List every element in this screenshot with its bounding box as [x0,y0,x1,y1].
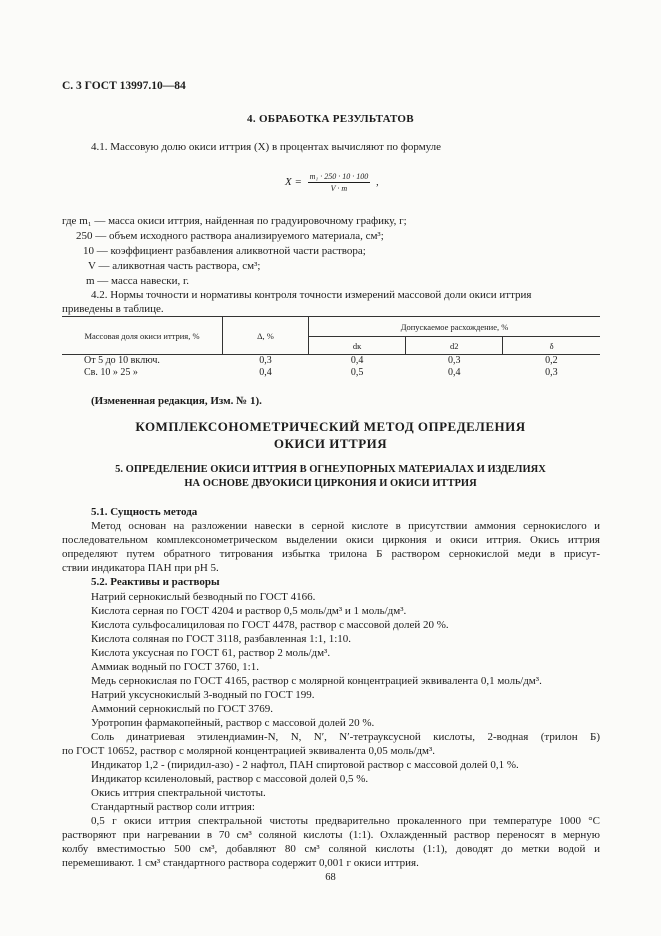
subsection-5-1-title: 5.1. Сущность метода [91,506,198,518]
table-row [62,367,600,379]
text-line: ствии индикатора ПАН при pH 5. [62,562,219,574]
table-header-mass: Массовая доля окиси иттрия, % [62,317,223,355]
formula-numerator: m₁ · 250 · 10 · 100 [309,172,369,181]
reagent-line: Натрий уксуснокислый 3-водный по ГОСТ 199. [91,689,315,701]
reagent-line: Окись иттрия спектральной чистоты. [91,787,266,799]
reagent-line: Индикатор ксиленоловый, раствор с массовой долей 0,5 %. [91,773,369,785]
reagent-line: Натрий сернокислый безводный по ГОСТ 4166. [91,591,316,603]
reagent-line: Уротропин фармакопейный, раствор с массовой долей 20 %. [91,717,375,729]
standard-line: колбу вместимостью 500 см³, добавляют 80 см³ соляной кислоты (1:1), доводят до метки водой и [62,843,600,855]
section-5-title-line: 5. ОПРЕДЕЛЕНИЕ ОКИСИ ИТТРИЯ В ОГНЕУПОРНЫХ МАТЕРИАЛАХ И ИЗДЕЛИЯХ [115,464,546,475]
formula [285,172,379,193]
text-line: Метод основан на разложении навески в серной кислоте в присутствии аммония сернокислого и [91,520,600,532]
subsection-5-2-title: 5.2. Реактивы и растворы [91,576,220,588]
text-line: последовательном комплексонометрическом выделении окиси циркония и окиси иттрия. Окись иттрия [62,534,600,546]
table-header-delta: Δ, % [223,317,309,355]
formula-lhs: X = [285,176,302,189]
where-line: 10 — коэффициент разбавления аликвотной части раствора; [83,245,366,257]
page-header: С. 3 ГОСТ 13997.10—84 [62,80,186,92]
table-row [62,355,600,367]
reagent-line: Медь сернокислая по ГОСТ 4165, раствор с молярной концентрацией эквивалента 0,1 моль/дм³. [91,675,542,687]
reagent-line: Аммоний сернокислый по ГОСТ 3769. [91,703,274,715]
where-line: 250 — объем исходного раствора анализируемого материала, см³; [76,230,384,242]
table-cell: 0,4 [350,355,364,367]
table-cell: 0,2 [545,355,558,367]
table-cell: От 5 до 10 включ. [84,355,160,367]
reagent-line: Кислота сульфосалициловая по ГОСТ 4478, раствор с массовой долей 20 %. [91,619,449,631]
standard-line: растворяют при нагревании в 70 см³ соляной кислоты (1:1). Охлажденный раствор переносят в мерную [62,829,600,841]
method-title [0,418,661,452]
table-cell: 0,3 [259,355,272,367]
trilon-line: Соль динатриевая этилендиамин-N, N, N′, N′-тетрауксусной кислоты, 2-водная (трилон Б) [91,731,600,743]
standard-line: перемешивают. 1 см³ стандартного раствора содержит 0,001 г окиси иттрия. [62,857,419,869]
formula-denominator: V · m [330,184,348,193]
formula-tail: , [375,176,379,189]
where-line: V — аликвотная часть раствора, см³; [88,260,261,272]
page-number: 68 [325,872,336,883]
table-subheader-d2: d2 [406,337,503,355]
where-line: где m₁ — масса окиси иттрия, найденная по градуировочному графику, г; [62,215,407,227]
table-cell: 0,3 [447,355,461,367]
table-header-allowed: Допускаемое расхождение, % [309,317,601,337]
reagent-line: Аммиак водный по ГОСТ 3760, 1:1. [91,661,259,673]
trilon-line: по ГОСТ 10652, раствор с молярной концентрацией эквивалента 0,05 моль/дм³. [62,745,436,757]
table-cell: 0,4 [447,367,461,378]
method-title-line: КОМПЛЕКСОНОМЕТРИЧЕСКИЙ МЕТОД ОПРЕДЕЛЕНИЯ [135,419,526,434]
paragraph-4-2-cont: приведены в таблице. [62,303,164,315]
table-cell: Св. 10 » 25 » [84,367,138,378]
standard-line: 0,5 г окиси иттрия спектральной чистоты предварительно прокаленного при температуре 1000 °С [91,815,600,827]
section-4-title: 4. ОБРАБОТКА РЕЗУЛЬТАТОВ [247,113,414,125]
reagent-line: Индикатор 1,2 - (пиридил-азо) - 2 нафтол, ПАН спиртовой раствор с массовой долей 0,1 %. [91,759,519,771]
section-5-title-line: НА ОСНОВЕ ДВУОКИСИ ЦИРКОНИЯ И ОКИСИ ИТТРИЯ [184,478,477,489]
table-cell: 0,4 [259,367,272,378]
section-5-title [0,463,661,491]
amendment-note: (Измененная редакция, Изм. № 1). [91,395,262,407]
text-line: определяют путем обратного титрования избытка трилона Б раствором сернокислой меди в присут- [62,548,600,560]
paragraph-4-2: 4.2. Нормы точности и нормативы контроля точности измерений массовой доли окиси иттрия [91,289,532,301]
reagent-line: Кислота серная по ГОСТ 4204 и раствор 0,5 моль/дм³ и 1 моль/дм³. [91,605,407,617]
table-cell: 0,3 [545,367,558,378]
where-line: m — масса навески, г. [86,275,190,287]
reagent-line: Стандартный раствор соли иттрия: [91,801,255,813]
table-cell: 0,5 [350,367,364,378]
accuracy-table [62,316,600,379]
paragraph-4-1: 4.1. Массовую долю окиси иттрия (X) в процентах вычисляют по формуле [91,141,442,153]
reagent-line: Кислота соляная по ГОСТ 3118, разбавленная 1:1, 1:10. [91,633,352,645]
table-subheader-dk: dк [309,337,406,355]
reagent-line: Кислота уксусная по ГОСТ 61, раствор 2 моль/дм³. [91,647,331,659]
formula-fraction [308,172,371,193]
table-subheader-delta: δ [503,337,600,355]
method-title-line: ОКИСИ ИТТРИЯ [273,436,388,451]
